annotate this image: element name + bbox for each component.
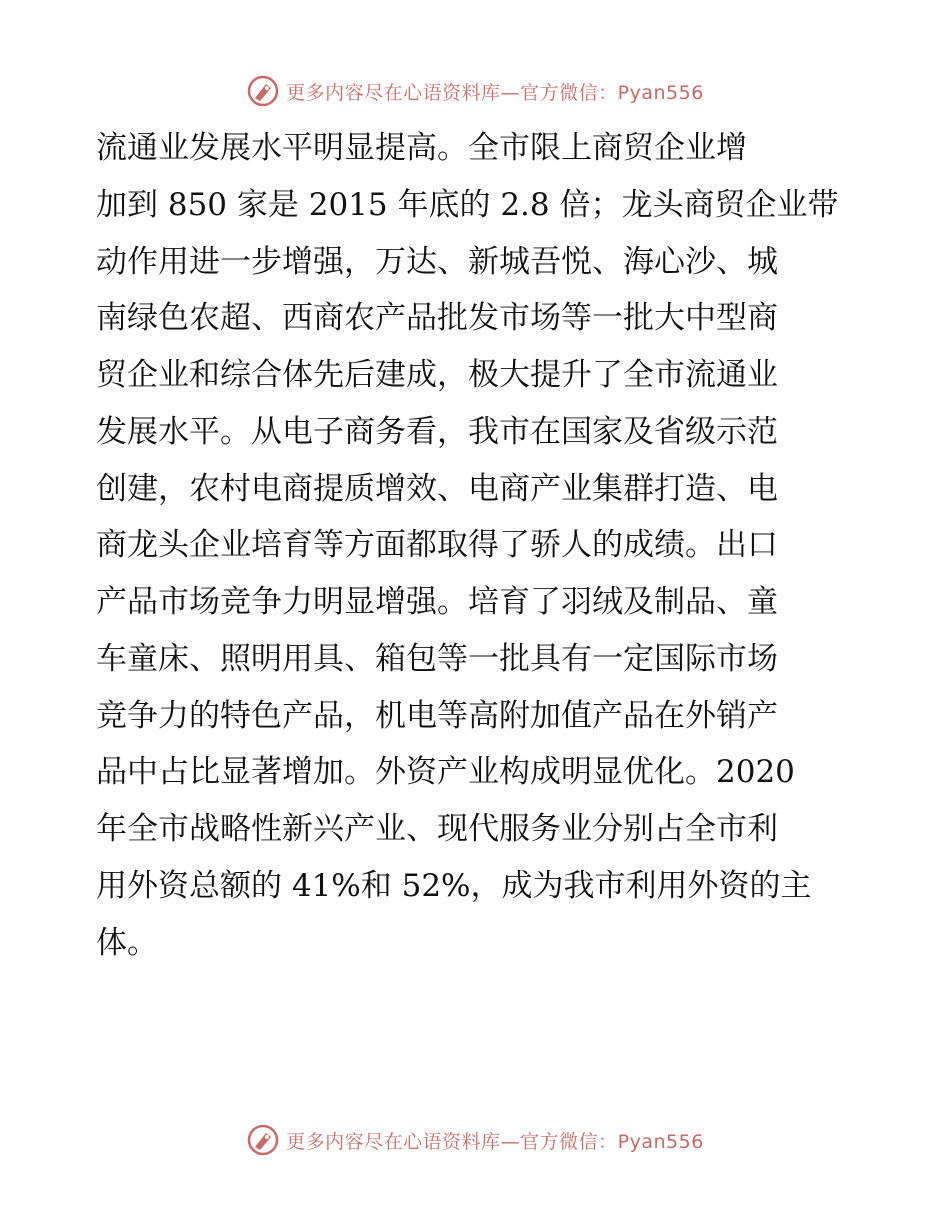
watermark-text: 更多内容尽在心语资料库—官方微信：Pyan556 xyxy=(286,1130,704,1153)
pen-nib-seal-icon xyxy=(246,1123,280,1157)
document-body xyxy=(96,126,856,977)
paragraph-line: 年全市战略性新兴产业、现代服务业分别占全市利 xyxy=(96,811,778,847)
paragraph-line: 车童床、照明用具、箱包等一批具有一定国际市场 xyxy=(96,640,778,677)
watermark-footer xyxy=(0,1120,950,1160)
paragraph-line: 商龙头企业培育等方面都取得了骄人的成绩。出口 xyxy=(96,527,778,564)
paragraph-line: 产品市场竞争力明显增强。培育了羽绒及制品、童 xyxy=(96,584,778,620)
watermark-header xyxy=(0,71,950,111)
paragraph-line: 贸企业和综合体先后建成，极大提升了全市流通业 xyxy=(96,357,778,393)
paragraph-line: 南绿色农超、西商农产品批发市场等一批大中型商 xyxy=(96,300,778,337)
paragraph-line: 用外资总额的 41%和 52%，成为我市利用外资的主 xyxy=(96,867,812,904)
pen-nib-seal-icon xyxy=(246,74,280,108)
paragraph-line: 体。 xyxy=(96,924,158,961)
paragraph-line: 品中占比显著增加。外资产业构成明显优化。2020 xyxy=(96,754,795,791)
paragraph-line: 发展水平。从电子商务看，我市在国家及省级示范 xyxy=(96,413,778,450)
watermark-text: 更多内容尽在心语资料库—官方微信：Pyan556 xyxy=(286,81,704,104)
paragraph-line: 创建，农村电商提质增效、电商产业集群打造、电 xyxy=(96,470,778,507)
paragraph-line: 流通业发展水平明显提高。全市限上商贸企业增 xyxy=(96,130,747,166)
paragraph-line: 动作用进一步增强，万达、新城吾悦、海心沙、城 xyxy=(96,243,778,280)
paragraph-line: 竞争力的特色产品，机电等高附加值产品在外销产 xyxy=(96,697,778,734)
paragraph-line: 加到 850 家是 2015 年底的 2.8 倍；龙头商贸企业带 xyxy=(96,186,839,223)
